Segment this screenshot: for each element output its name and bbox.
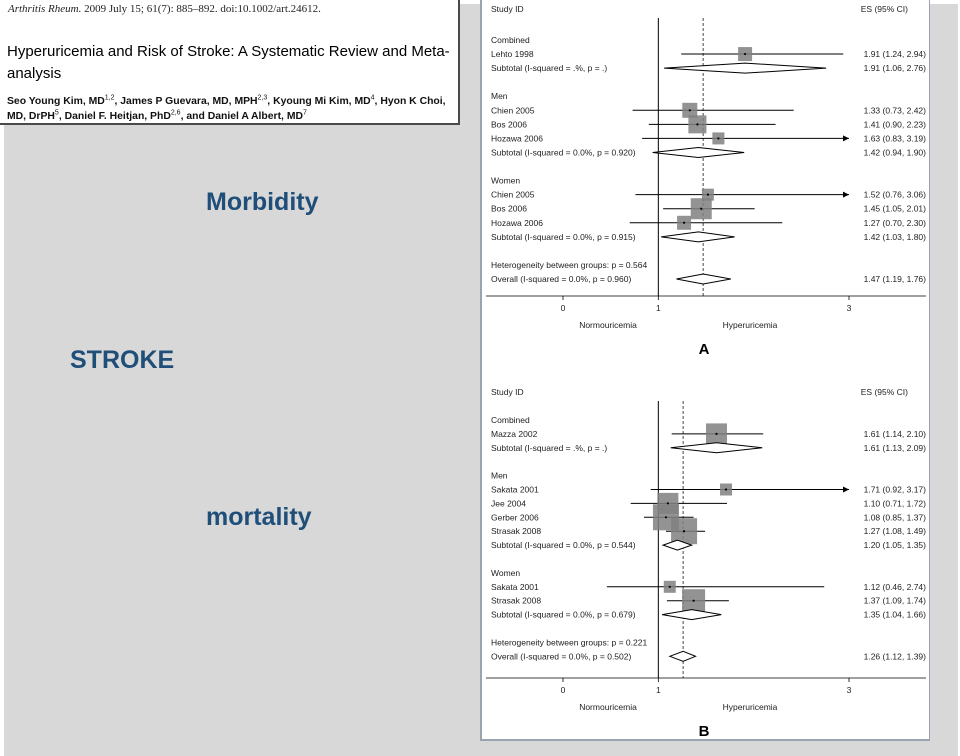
effect-estimate-text: 1.37 (1.09, 1.74) <box>863 595 926 606</box>
author-affiliation: 2,3 <box>257 94 268 102</box>
effect-estimate-text: 1.41 (0.90, 2.23) <box>863 119 926 130</box>
ci-arrow <box>843 135 849 141</box>
point-estimate <box>700 208 702 210</box>
subgroup-label: Women <box>491 567 521 578</box>
citation-box <box>0 0 460 125</box>
point-estimate <box>683 222 685 224</box>
author-separator: , <box>58 111 65 122</box>
x-axis-right-label: Hyperuricemia <box>722 320 778 330</box>
point-estimate <box>683 530 685 532</box>
mortality-label: mortality <box>206 503 312 531</box>
subtotal-label: Overall (I-squared = 0.0%, p = 0.960) <box>491 274 632 285</box>
subgroup-label: Combined <box>491 35 530 45</box>
x-tick-label: 1 <box>655 303 661 313</box>
author-affiliation: 7 <box>302 109 307 117</box>
x-tick-label: 1 <box>655 685 661 695</box>
author-name: Daniel A Albert, MD <box>207 111 303 122</box>
effect-estimate-text: 1.47 (1.19, 1.76) <box>863 274 926 285</box>
subtotal-label: Subtotal (I-squared = 0.0%, p = 0.544) <box>491 540 636 551</box>
point-estimate <box>669 586 671 588</box>
subgroup-label: Combined <box>491 415 530 425</box>
effect-estimate-text: 1.63 (0.83, 3.19) <box>863 133 926 144</box>
x-tick-label: 3 <box>846 303 852 313</box>
forest-plot-panel <box>480 0 930 741</box>
author-affiliation: 2,6 <box>170 109 181 117</box>
pooled-estimate-diamond <box>670 651 696 661</box>
subtotal-label: Subtotal (I-squared = 0.0%, p = 0.679) <box>491 609 636 620</box>
pooled-estimate-diamond <box>662 610 721 620</box>
study-label: Bos 2006 <box>491 203 527 214</box>
subtotal-label: Subtotal (I-squared = .%, p = .) <box>491 442 608 453</box>
ci-arrow <box>843 192 849 198</box>
effect-estimate-text: 1.71 (0.92, 3.17) <box>863 484 926 495</box>
effect-estimate-text: 1.52 (0.76, 3.06) <box>863 189 926 200</box>
effect-estimate-text: 1.42 (0.94, 1.90) <box>863 147 926 158</box>
effect-estimate-text: 1.61 (1.13, 2.09) <box>863 442 926 453</box>
pooled-estimate-diamond <box>661 232 734 242</box>
author-separator: , <box>374 96 381 107</box>
study-id-header: Study ID <box>491 4 524 14</box>
journal-name: Arthritis Rheum. <box>8 3 82 15</box>
author-list <box>7 94 459 124</box>
author-name: Hyon K Choi, MD, DrPH <box>7 96 446 122</box>
x-axis-left-label: Normouricemia <box>579 702 637 712</box>
x-tick-label: 0 <box>560 303 566 313</box>
effect-estimate-text: 1.91 (1.24, 2.94) <box>863 49 926 60</box>
effect-estimate-text: 1.26 (1.12, 1.39) <box>863 651 926 662</box>
effect-estimate-text: 1.20 (1.05, 1.35) <box>863 540 926 551</box>
author-name: Daniel F. Heitjan, PhD <box>64 111 171 122</box>
morbidity-label: Morbidity <box>206 188 319 216</box>
study-label: Sakata 2001 <box>491 484 539 495</box>
point-estimate <box>715 433 717 435</box>
effect-estimate-text: 1.12 (0.46, 2.74) <box>863 581 926 592</box>
study-label: Strasak 2008 <box>491 526 542 537</box>
study-label: Hozawa 2006 <box>491 217 543 228</box>
effect-estimate-text: 1.33 (0.73, 2.42) <box>863 105 926 116</box>
author-affiliation: 1,2 <box>104 94 115 102</box>
stroke-label: STROKE <box>70 346 175 374</box>
study-label: Hozawa 2006 <box>491 133 543 144</box>
subtotal-label: Subtotal (I-squared = .%, p = .) <box>491 63 608 74</box>
pooled-estimate-diamond <box>653 147 745 157</box>
x-tick-label: 0 <box>560 685 566 695</box>
forest-plots <box>482 0 930 741</box>
ci-arrow <box>843 487 849 493</box>
effect-estimate-text: 1.91 (1.06, 2.76) <box>863 63 926 74</box>
point-estimate <box>689 109 691 111</box>
es-ci-header: ES (95% CI) <box>860 4 908 14</box>
effect-estimate-text: 1.10 (0.71, 1.72) <box>863 498 926 509</box>
subtotal-label: Overall (I-squared = 0.0%, p = 0.502) <box>491 651 632 662</box>
heterogeneity-text: Heterogeneity between groups: p = 0.564 <box>491 259 648 270</box>
point-estimate <box>696 123 698 125</box>
paper-title: Hyperuricemia and Risk of Stroke: A Systematic Review and Meta-analysis <box>7 43 450 82</box>
point-estimate <box>744 53 746 55</box>
effect-estimate-text: 1.27 (0.70, 2.30) <box>863 217 926 228</box>
subgroup-label: Women <box>491 175 521 186</box>
effect-estimate-text: 1.08 (0.85, 1.37) <box>863 512 926 523</box>
study-label: Sakata 2001 <box>491 581 539 592</box>
pooled-estimate-diamond <box>676 274 730 284</box>
x-axis-right-label: Hyperuricemia <box>722 702 778 712</box>
study-label: Strasak 2008 <box>491 595 542 606</box>
effect-estimate-text: 1.42 (1.03, 1.80) <box>863 231 926 242</box>
author-separator: , <box>267 96 274 107</box>
point-estimate <box>725 488 727 490</box>
point-estimate <box>665 516 667 518</box>
pooled-estimate-diamond <box>664 63 826 73</box>
study-label: Chien 2005 <box>491 105 535 116</box>
effect-estimate-text: 1.35 (1.04, 1.66) <box>863 609 926 620</box>
journal-reference <box>8 3 321 15</box>
heterogeneity-text: Heterogeneity between groups: p = 0.221 <box>491 637 648 648</box>
panel-letter: A <box>698 341 710 358</box>
point-estimate <box>667 502 669 504</box>
es-ci-header: ES (95% CI) <box>860 387 908 397</box>
study-label: Gerber 2006 <box>491 512 539 523</box>
point-estimate <box>707 194 709 196</box>
author-separator: , and <box>180 111 208 122</box>
x-tick-label: 3 <box>846 685 852 695</box>
author-name: James P Guevara, MD, MPH <box>120 96 258 107</box>
pooled-estimate-diamond <box>671 443 763 453</box>
subgroup-label: Men <box>491 91 508 102</box>
study-label: Jee 2004 <box>491 498 526 509</box>
study-label: Chien 2005 <box>491 189 535 200</box>
author-name: Seo Young Kim, MD <box>7 96 105 107</box>
x-axis-left-label: Normouricemia <box>579 320 637 330</box>
author-affiliation: 5 <box>54 109 59 117</box>
effect-estimate-text: 1.61 (1.14, 2.10) <box>863 428 926 439</box>
author-separator: , <box>114 96 121 107</box>
effect-estimate-text: 1.27 (1.08, 1.49) <box>863 526 926 537</box>
subgroup-label: Men <box>491 470 508 481</box>
point-estimate <box>717 137 719 139</box>
panel-letter: B <box>698 723 710 740</box>
subtotal-label: Subtotal (I-squared = 0.0%, p = 0.915) <box>491 231 636 242</box>
study-label: Mazza 2002 <box>491 428 538 439</box>
author-affiliation: 4 <box>370 94 375 102</box>
study-id-header: Study ID <box>491 387 524 397</box>
point-estimate <box>693 600 695 602</box>
journal-details: 2009 July 15; 61(7): 885–892. doi:10.1002/art.24612. <box>81 3 321 15</box>
author-name: Kyoung Mi Kim, MD <box>273 96 371 107</box>
study-label: Bos 2006 <box>491 119 527 130</box>
effect-estimate-text: 1.45 (1.05, 2.01) <box>863 203 926 214</box>
subtotal-label: Subtotal (I-squared = 0.0%, p = 0.920) <box>491 147 636 158</box>
study-label: Lehto 1998 <box>491 49 534 60</box>
